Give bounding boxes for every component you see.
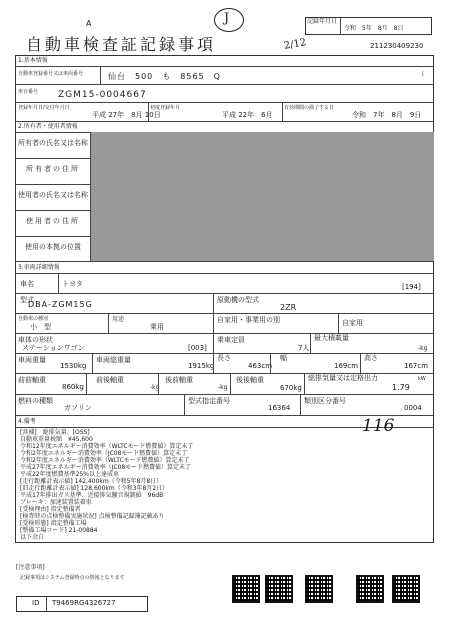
body-value: ステーションワゴン xyxy=(22,344,85,352)
record-date-value: 令和 5年 8月 8日 xyxy=(344,25,404,32)
qr-code-icon xyxy=(392,575,420,603)
rf-axle-value: -kg xyxy=(218,384,228,391)
displacement-label: 総排気量又は定格出力 xyxy=(308,374,378,382)
remark-line: [整備工場コード] 21-00884 xyxy=(20,527,98,534)
remark-line: [検査時の点検整備実施状況] 点検整備記録簿記載あり xyxy=(20,513,165,520)
ff-axle-value: 860kg xyxy=(62,383,84,391)
fr-axle-value: -kg xyxy=(150,384,160,391)
model-label: 型式 xyxy=(20,296,34,304)
gross-weight-value: 1915kg xyxy=(188,362,215,370)
ff-axle-label: 前前軸重 xyxy=(18,376,46,384)
body-label: 車体の形状 xyxy=(18,336,53,344)
owner-section-title: 2.所有者・使用者情報 xyxy=(18,123,78,130)
user-name-label: 使用者の氏名又は名称 xyxy=(18,191,88,199)
fr-axle-label: 前後軸重 xyxy=(96,376,124,384)
remark-line: 平成17年排出ガス基準、近接排気騒音規制値 96dB xyxy=(20,492,164,499)
remark-line: 令和12年度エネルギー消費効率（WLTCモード燃費値）算定未了 xyxy=(20,443,194,450)
note-text: 記録事項はシステム登録時点の情報となります xyxy=(20,575,125,581)
id-label: ID xyxy=(32,599,40,607)
reg-number-side: i xyxy=(422,71,424,78)
maker-value: トヨタ xyxy=(62,280,83,288)
marker-a: A xyxy=(86,19,92,28)
owner-address-label: 所有者の住所 xyxy=(26,165,80,173)
engine-value: 2ZR xyxy=(280,303,297,312)
remark-line: [受検理由] 指定整備者 xyxy=(20,506,81,513)
note-title: [注意事項] xyxy=(16,564,45,571)
id-value: T9469RG4326727 xyxy=(52,599,116,607)
purpose-label: 自家用・事業用の別 xyxy=(217,316,280,324)
use-label: 用途 xyxy=(112,316,125,323)
purpose-value: 自家用 xyxy=(342,319,363,327)
handwritten-j: J xyxy=(224,11,230,26)
fuel-label: 燃料の種類 xyxy=(18,397,53,405)
model-value: DBA-ZGM15G xyxy=(28,300,93,309)
capacity-value: 7人 xyxy=(298,344,310,352)
user-address-label: 使用者の住所 xyxy=(26,217,80,225)
rr-axle-value: 670kg xyxy=(280,384,302,392)
type-designation-label: 型式指定番号 xyxy=(188,397,230,405)
displacement-value: 1.79 xyxy=(392,383,410,392)
reg-date-label: 登録年月日/交付年月日 xyxy=(18,105,70,111)
chassis-label: 車台番号 xyxy=(18,89,39,95)
length-value: 463cm xyxy=(248,362,273,370)
fuel-value: ガソリン xyxy=(64,404,92,412)
base-location-label: 使用の本拠の位置 xyxy=(25,243,81,251)
remark-line: 自動車重量税額 ¥45,600 xyxy=(20,436,93,443)
weight-value: 1530kg xyxy=(60,362,87,370)
qr-code-icon xyxy=(305,575,333,603)
reg-number-label: 自動車登録番号又は車両番号 xyxy=(18,71,84,77)
maker-label: 車名 xyxy=(20,280,34,288)
rr-axle-label: 後後軸重 xyxy=(236,376,264,384)
redacted-owner-info xyxy=(91,132,434,261)
displacement-unit: kW xyxy=(418,376,426,382)
chassis-value: ZGM15-0004667 xyxy=(58,90,147,100)
owner-name-label: 所有者の氏名又は名称 xyxy=(18,139,88,147)
max-load-value: -kg xyxy=(418,345,428,352)
basic-section-title: 1.基本情報 xyxy=(18,57,48,64)
use-value: 乗用 xyxy=(150,323,164,331)
height-value: 167cm xyxy=(404,362,429,370)
engine-label: 原動機の型式 xyxy=(217,296,259,304)
remark-line: [営補] 総排気量、[OSS] xyxy=(20,429,90,436)
remark-line: [旧走行距離計表示値] 128,600km（令和3年8月2日） xyxy=(20,485,169,492)
remark-line: ブレーキ：加速装置装着車 xyxy=(20,499,92,506)
vehicle-section-title: 3.車両詳細情報 xyxy=(18,264,60,271)
reg-number-value: 仙台 500 も 8565 Q xyxy=(108,72,221,81)
document-number: 211230409230 xyxy=(370,42,424,50)
expiry-label: 有効期間の満了する日 xyxy=(284,105,335,111)
qr-code-icon xyxy=(265,575,293,603)
reg-date-value: 平成 27年 8月 10日 xyxy=(92,111,161,119)
category-label: 類別区分番号 xyxy=(304,397,346,405)
width-label: 幅 xyxy=(280,354,287,362)
expiry-value: 令和 7年 8月 9日 xyxy=(352,111,422,119)
remark-line: [走行距離計表示値] 142,400km（令和5年8月8日） xyxy=(20,478,163,485)
weight-label: 車両重量 xyxy=(18,356,46,364)
length-label: 長さ xyxy=(217,354,231,362)
remark-line: 平成22年度燃費基準25%以上達成車 xyxy=(20,471,119,478)
kind-label: 自動車の種別 xyxy=(18,316,49,322)
maker-code: [194] xyxy=(402,283,421,291)
qr-code-icon xyxy=(232,575,260,603)
first-reg-label: 初度登録年月 xyxy=(150,105,181,111)
max-load-label: 最大積載量 xyxy=(314,334,349,342)
page-title: 自動車検査証記録事項 xyxy=(26,35,217,54)
remark-line: 令和2年度エネルギー消費効率（WLTCモード燃費値）算定未了 xyxy=(20,457,190,464)
remark-line: 令和2年度エネルギー消費効率（JC08モード燃費値）算定未了 xyxy=(20,450,188,457)
handwritten-remarks-number: 116 xyxy=(362,416,395,436)
handwritten-page-number: 2/12 xyxy=(283,37,308,52)
remark-line: [受検形態] 指定整備工場 xyxy=(20,520,87,527)
height-label: 高さ xyxy=(364,354,378,362)
remark-line: 以下余白 xyxy=(20,534,45,541)
remark-line: 平成27年度エネルギー消費効率（JC08モード燃費値）算定未了 xyxy=(20,464,191,471)
width-value: 169cm xyxy=(334,362,359,370)
remarks-section-title: 4.備考 xyxy=(18,418,36,425)
category-value: 0004 xyxy=(404,404,422,412)
first-reg-value: 平成 22年 6月 xyxy=(222,111,273,119)
record-date-label: 記録年月日 xyxy=(307,18,338,25)
type-designation-value: 16364 xyxy=(268,404,291,412)
qr-code-icon xyxy=(356,575,384,603)
gross-weight-label: 車両総重量 xyxy=(96,356,131,364)
body-code: [003] xyxy=(188,344,207,352)
rf-axle-label: 後前軸重 xyxy=(165,376,193,384)
kind-value: 小 型 xyxy=(30,323,51,331)
capacity-label: 乗車定員 xyxy=(217,336,245,344)
